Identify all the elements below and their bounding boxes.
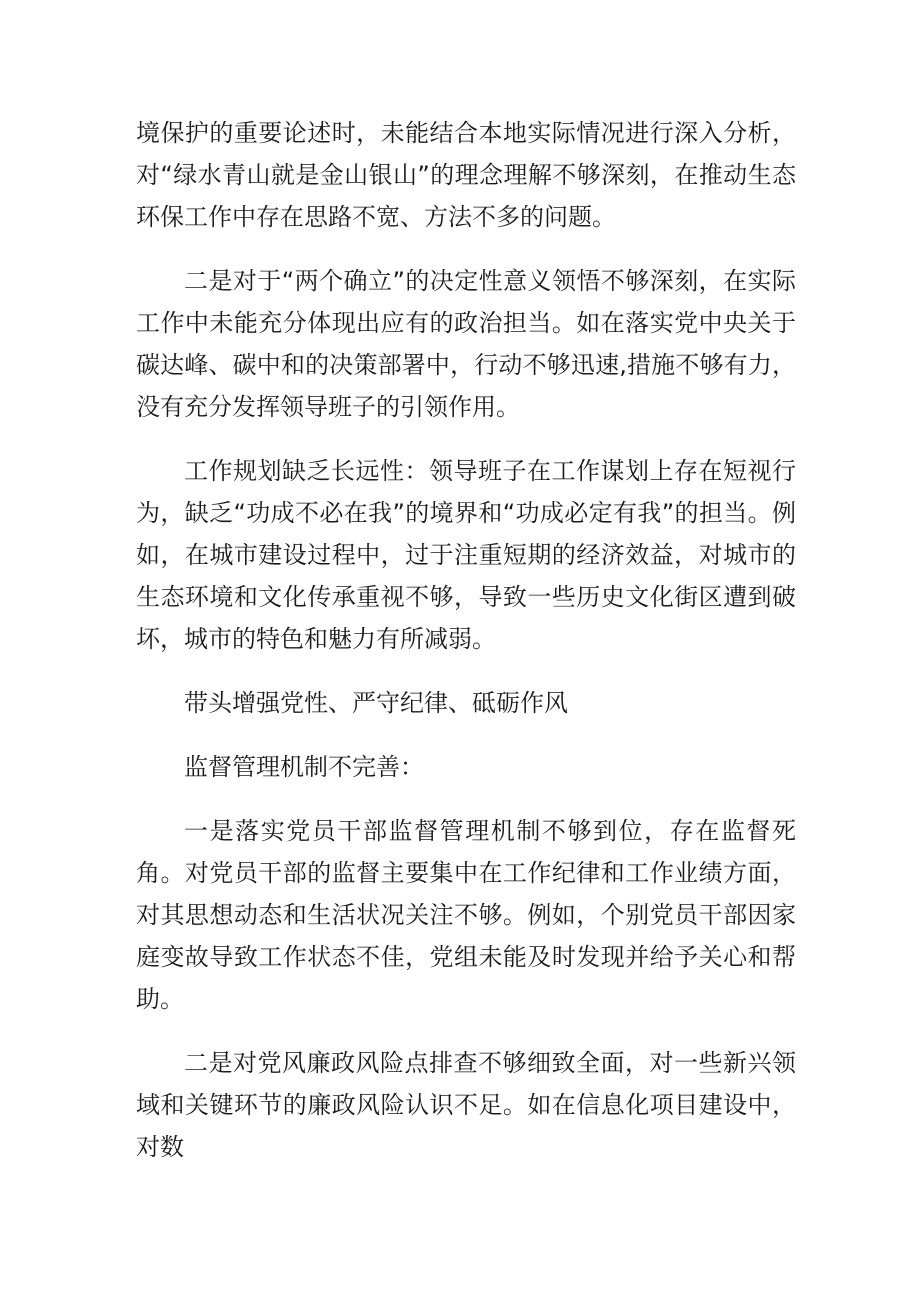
- paragraph-two-establishments: 二是对于“两个确立”的决定性意义领悟不够深刻，在实际工作中未能充分体现出应有的政治担当。如在落实党中央关于碳达峰、碳中和的决策部署中，行动不够迅速,措施不够有力，没有充分发挥领导班子的引领作用。: [136, 267, 796, 421]
- document-body: [136, 112, 796, 1190]
- paragraph-work-planning: 工作规划缺乏长远性：领导班子在工作谋划上存在短视行为，缺乏“功成不必在我”的境界和“功成必定有我”的担当。例如，在城市建设过程中，过于注重短期的经济效益，对城市的生态环境和文化传承重视不够，导致一些历史文化街区遭到破坏，城市的特色和魅力有所减弱。: [136, 457, 796, 653]
- paragraph-integrity-risk: 二是对党风廉政风险点排查不够细致全面，对一些新兴领域和关键环节的廉政风险认识不足。如在信息化项目建设中，对数: [136, 1049, 796, 1161]
- subheading-supervision: 监督管理机制不完善：: [184, 753, 424, 781]
- paragraph-supervision-mechanism: 一是落实党员干部监督管理机制不够到位，存在监督死角。对党员干部的监督主要集中在工作纪律和工作业绩方面，对其思想动态和生活状况关注不够。例如，个别党员干部因家庭变故导致工作状态不佳，党组未能及时发现并给予关心和帮助。: [136, 817, 796, 1013]
- section-heading-party-discipline: 带头增强党性、严守纪律、砥砺作风: [184, 689, 568, 717]
- paragraph-continuation: 境保护的重要论述时，未能结合本地实际情况进行深入分析，对“绿水青山就是金山银山”的理念理解不够深刻，在推动生态环保工作中存在思路不宽、方法不多的问题。: [136, 119, 796, 231]
